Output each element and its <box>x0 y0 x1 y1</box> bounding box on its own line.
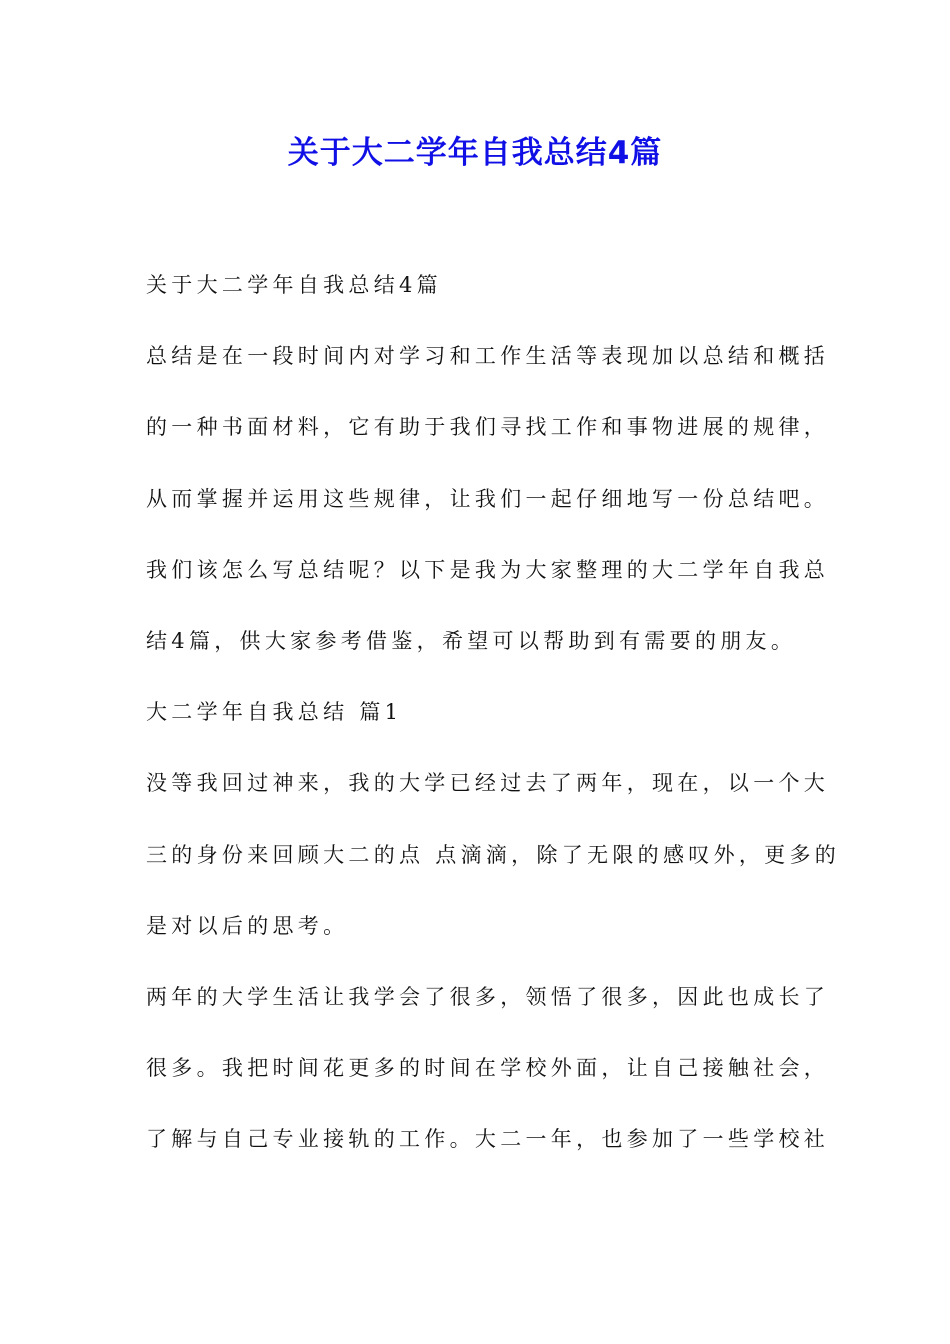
paragraph-line: 总结是在一段时间内对学习和工作生活等表现加以总结和概括 <box>146 344 830 369</box>
paragraph-line: 没等我回过神来，我的大学已经过去了两年，现在，以一个大 <box>146 771 830 796</box>
section-heading: 大二学年自我总结 篇1 <box>146 700 403 725</box>
paragraph-line: 了解与自己专业接轨的工作。大二一年，也参加了一些学校社 <box>146 1127 830 1152</box>
document-title: 关于大二学年自我总结4篇 <box>287 135 663 171</box>
paragraph-line: 三的身份来回顾大二的点 点滴滴，除了无限的感叹外，更多的 <box>146 842 841 867</box>
paragraph-line: 我们该怎么写总结呢？以下是我为大家整理的大二学年自我总 <box>146 557 830 582</box>
paragraph-line: 结4篇，供大家参考借鉴，希望可以帮助到有需要的朋友。 <box>146 628 797 653</box>
paragraph-line: 两年的大学生活让我学会了很多，领悟了很多，因此也成长了 <box>146 984 830 1009</box>
paragraph-line: 是对以后的思考。 <box>146 913 349 938</box>
paragraph-line: 从而掌握并运用这些规律，让我们一起仔细地写一份总结吧。 <box>146 486 830 511</box>
document-body <box>146 261 841 1186</box>
subtitle-line: 关于大二学年自我总结4篇 <box>146 273 442 297</box>
paragraph-line: 很多。我把时间花更多的时间在学校外面，让自己接触社会， <box>146 1056 830 1081</box>
paragraph-line: 的一种书面材料，它有助于我们寻找工作和事物进展的规律， <box>146 415 830 440</box>
